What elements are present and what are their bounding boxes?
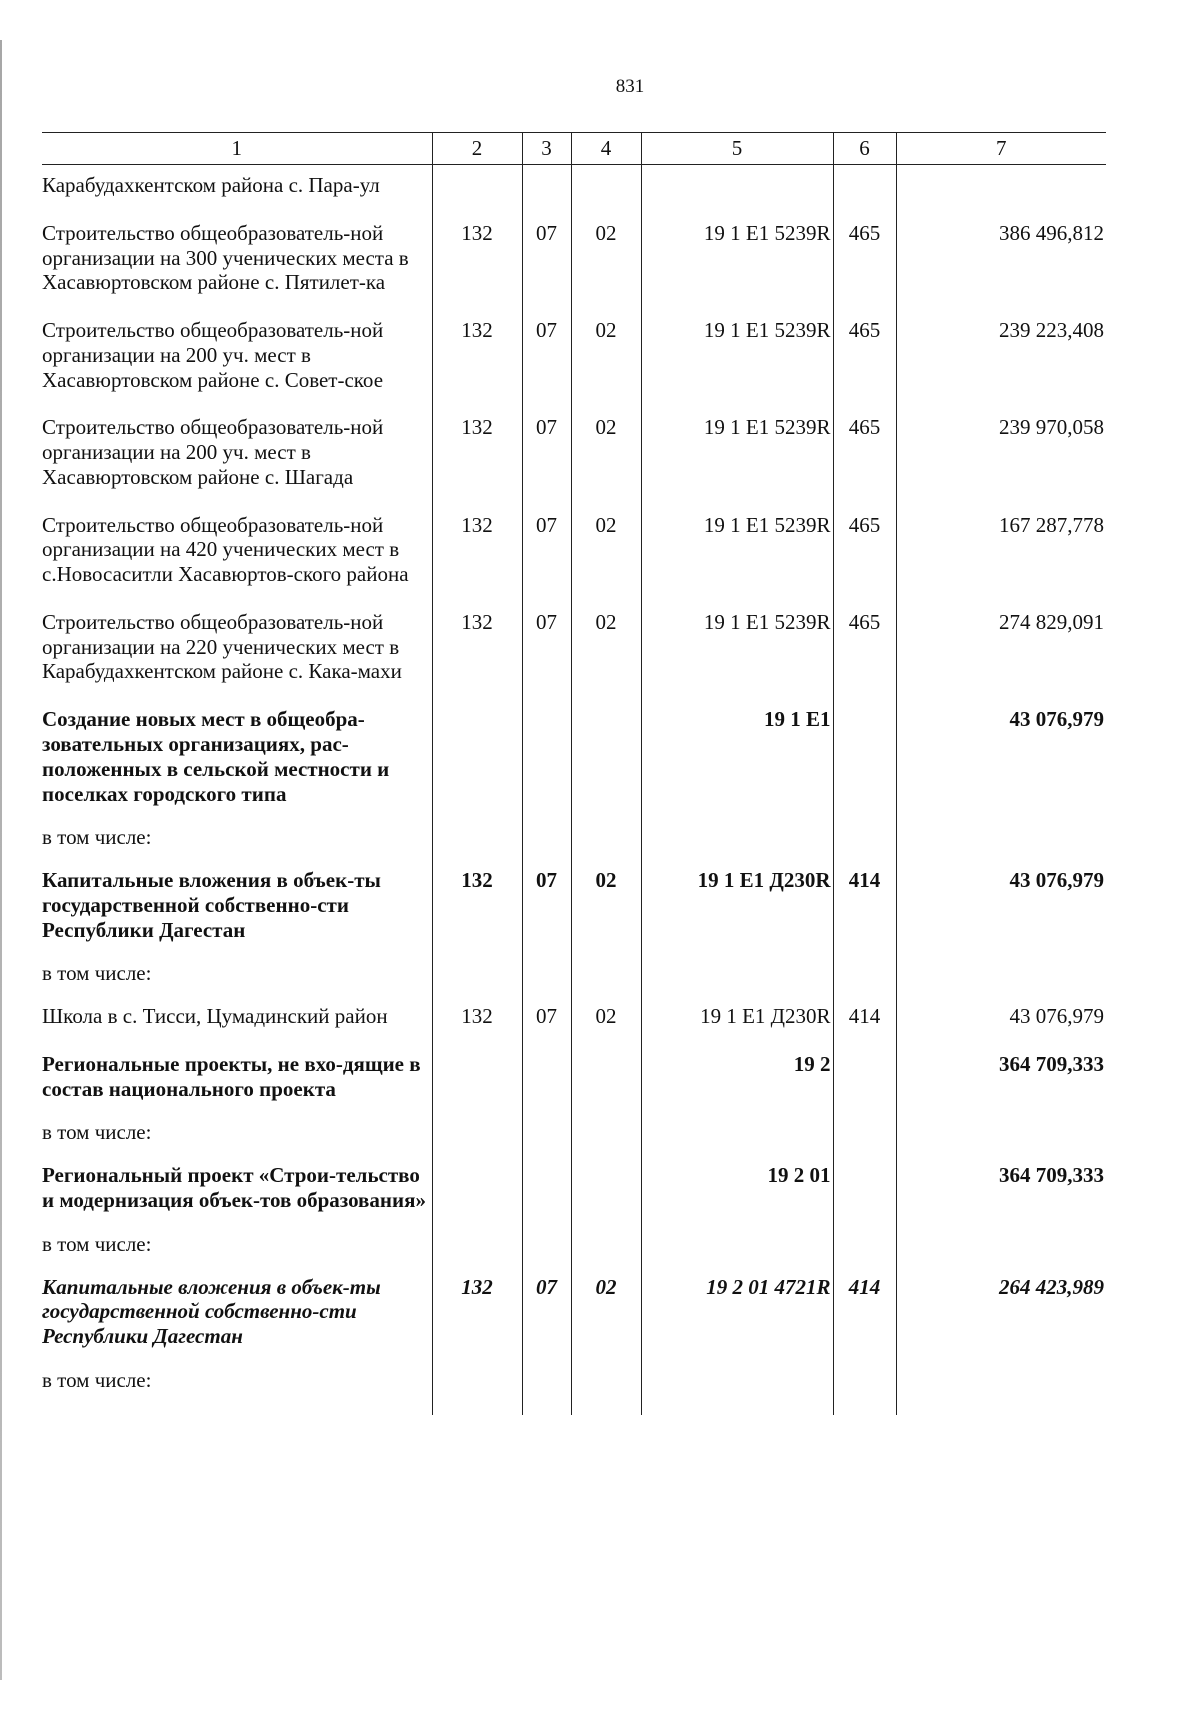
item-name: Карабудахкентском района с. Пара-ул xyxy=(42,173,380,197)
ministry-code xyxy=(432,1228,522,1267)
item-name: Создание новых мест в общеобра-зовательных организациях, рас-положенных в сельской местности и поселках городского типа xyxy=(42,707,390,806)
target-article-code xyxy=(641,821,833,860)
subsection-code: 02 xyxy=(571,213,641,310)
section-code: 07 xyxy=(522,602,571,699)
subsection-code xyxy=(571,699,641,821)
subsection-code: 02 xyxy=(571,860,641,957)
section-code: 07 xyxy=(522,860,571,957)
section-code xyxy=(522,1044,571,1117)
column-header-4: 4 xyxy=(571,133,641,165)
table-row xyxy=(42,213,1106,310)
expense-type-code xyxy=(833,165,896,213)
section-code: 07 xyxy=(522,1267,571,1364)
ministry-code xyxy=(432,1155,522,1228)
ministry-code: 132 xyxy=(432,996,522,1044)
ministry-code xyxy=(432,821,522,860)
amount xyxy=(896,957,1106,996)
table-row xyxy=(42,165,1106,213)
ministry-code xyxy=(432,957,522,996)
subsection-code: 02 xyxy=(571,310,641,407)
section-code: 07 xyxy=(522,407,571,504)
amount: 364 709,333 xyxy=(896,1155,1106,1228)
ministry-code xyxy=(432,1116,522,1155)
item-name: Строительство общеобразователь-ной организации на 200 уч. мест в Хасавюртовском районе с. Шагада xyxy=(42,415,384,489)
amount: 264 423,989 xyxy=(896,1267,1106,1364)
ministry-code: 132 xyxy=(432,1267,522,1364)
target-article-code xyxy=(641,1364,833,1415)
ministry-code: 132 xyxy=(432,602,522,699)
column-header-3: 3 xyxy=(522,133,571,165)
item-name: в том числе: xyxy=(42,1231,152,1256)
item-name: Капитальные вложения в объек-ты государственной собственно-сти Республики Дагестан xyxy=(42,1274,381,1349)
ministry-code: 132 xyxy=(432,505,522,602)
section-code xyxy=(522,699,571,821)
subsection-code xyxy=(571,1364,641,1415)
expense-type-code: 414 xyxy=(833,860,896,957)
amount xyxy=(896,1116,1106,1155)
section-code: 07 xyxy=(522,505,571,602)
subsection-code: 02 xyxy=(571,407,641,504)
ministry-code: 132 xyxy=(432,407,522,504)
target-article-code xyxy=(641,957,833,996)
table-row xyxy=(42,310,1106,407)
table-body xyxy=(42,165,1106,1415)
target-article-code: 19 2 01 4721R xyxy=(641,1267,833,1364)
table-row xyxy=(42,602,1106,699)
table-row xyxy=(42,699,1106,821)
amount: 167 287,778 xyxy=(896,505,1106,602)
target-article-code: 19 1 E1 5239R xyxy=(641,310,833,407)
section-code xyxy=(522,957,571,996)
expense-type-code: 465 xyxy=(833,505,896,602)
ministry-code xyxy=(432,165,522,213)
item-name: Строительство общеобразователь-ной организации на 220 ученических мест в Карабудахкентском районе с. Кака-махи xyxy=(42,609,402,684)
table-row xyxy=(42,821,1106,860)
amount: 43 076,979 xyxy=(896,699,1106,821)
target-article-code: 19 1 E1 xyxy=(641,699,833,821)
item-name: Региональные проекты, не вхо-дящие в состав национального проекта xyxy=(42,1051,421,1101)
target-article-code: 19 2 01 xyxy=(641,1155,833,1228)
expense-type-code xyxy=(833,1155,896,1228)
page-number: 831 xyxy=(615,76,645,97)
expense-type-code xyxy=(833,1364,896,1415)
target-article-code: 19 1 E1 5239R xyxy=(641,213,833,310)
subsection-code xyxy=(571,821,641,860)
item-name: в том числе: xyxy=(42,961,152,986)
item-name: Региональный проект «Строи-тельство и модернизация объек-тов образования» xyxy=(42,1163,426,1212)
scan-edge-shadow xyxy=(0,40,2,1680)
item-name: Строительство общеобразователь-ной организации на 300 ученических места в Хасавюртовском районе с. Пятилет-ка xyxy=(42,220,409,295)
subsection-code xyxy=(571,1228,641,1267)
expense-type-code: 465 xyxy=(833,602,896,699)
header-row xyxy=(42,133,1106,165)
subsection-code: 02 xyxy=(571,602,641,699)
table-row xyxy=(42,1228,1106,1267)
expense-type-code xyxy=(833,1228,896,1267)
expense-type-code xyxy=(833,1044,896,1117)
target-article-code xyxy=(641,1228,833,1267)
section-code: 07 xyxy=(522,213,571,310)
section-code xyxy=(522,1155,571,1228)
section-code: 07 xyxy=(522,996,571,1044)
ministry-code: 132 xyxy=(432,213,522,310)
amount: 239 970,058 xyxy=(896,407,1106,504)
section-code xyxy=(522,165,571,213)
amount: 274 829,091 xyxy=(896,602,1106,699)
subsection-code xyxy=(571,165,641,213)
table-row xyxy=(42,407,1106,504)
budget-table xyxy=(42,132,1106,1415)
expense-type-code xyxy=(833,957,896,996)
expense-type-code xyxy=(833,821,896,860)
table-row xyxy=(42,1267,1106,1364)
amount xyxy=(896,821,1106,860)
subsection-code xyxy=(571,1116,641,1155)
table-row xyxy=(42,1364,1106,1415)
target-article-code: 19 2 xyxy=(641,1044,833,1117)
subsection-code xyxy=(571,1044,641,1117)
table-row xyxy=(42,1155,1106,1228)
ministry-code: 132 xyxy=(432,860,522,957)
column-header-1: 1 xyxy=(42,133,432,165)
amount: 364 709,333 xyxy=(896,1044,1106,1117)
amount: 43 076,979 xyxy=(896,860,1106,957)
expense-type-code: 465 xyxy=(833,310,896,407)
table-header xyxy=(42,133,1106,165)
item-name: Строительство общеобразователь-ной организации на 420 ученических мест в с.Новосаситли Хасавюртов-ского района xyxy=(42,512,409,587)
target-article-code: 19 1 E1 5239R xyxy=(641,407,833,504)
table-row xyxy=(42,1116,1106,1155)
subsection-code: 02 xyxy=(571,505,641,602)
item-name: в том числе: xyxy=(42,825,152,850)
ministry-code: 132 xyxy=(432,310,522,407)
section-code: 07 xyxy=(522,310,571,407)
amount: 386 496,812 xyxy=(896,213,1106,310)
ministry-code xyxy=(432,1364,522,1415)
ministry-code xyxy=(432,1044,522,1117)
item-name: Строительство общеобразователь-ной организации на 200 уч. мест в Хасавюртовском районе с. Совет-ское xyxy=(42,318,384,392)
expense-type-code xyxy=(833,699,896,821)
item-name: в том числе: xyxy=(42,1367,152,1392)
amount xyxy=(896,165,1106,213)
section-code xyxy=(522,1228,571,1267)
amount xyxy=(896,1228,1106,1267)
item-name: Капитальные вложения в объек-ты государственной собственно-сти Республики Дагестан xyxy=(42,868,381,942)
expense-type-code xyxy=(833,1116,896,1155)
section-code xyxy=(522,1364,571,1415)
ministry-code xyxy=(432,699,522,821)
table-row xyxy=(42,860,1106,957)
subsection-code: 02 xyxy=(571,996,641,1044)
table-row xyxy=(42,996,1106,1044)
amount: 43 076,979 xyxy=(896,996,1106,1044)
item-name: Школа в с. Тисси, Цумадинский район xyxy=(42,1004,388,1029)
table-row xyxy=(42,1044,1106,1117)
subsection-code xyxy=(571,1155,641,1228)
section-code xyxy=(522,821,571,860)
column-header-7: 7 xyxy=(896,133,1106,165)
column-header-2: 2 xyxy=(432,133,522,165)
target-article-code: 19 1 E1 5239R xyxy=(641,505,833,602)
table-row xyxy=(42,505,1106,602)
target-article-code xyxy=(641,165,833,213)
column-header-5: 5 xyxy=(641,133,833,165)
expense-type-code: 465 xyxy=(833,213,896,310)
expense-type-code: 465 xyxy=(833,407,896,504)
target-article-code xyxy=(641,1116,833,1155)
item-name: в том числе: xyxy=(42,1120,152,1145)
amount xyxy=(896,1364,1106,1415)
section-code xyxy=(522,1116,571,1155)
target-article-code: 19 1 E1 5239R xyxy=(641,602,833,699)
subsection-code xyxy=(571,957,641,996)
target-article-code: 19 1 E1 Д230R xyxy=(641,860,833,957)
column-header-6: 6 xyxy=(833,133,896,165)
amount: 239 223,408 xyxy=(896,310,1106,407)
table-row xyxy=(42,957,1106,996)
subsection-code: 02 xyxy=(571,1267,641,1364)
expense-type-code: 414 xyxy=(833,996,896,1044)
target-article-code: 19 1 E1 Д230R xyxy=(641,996,833,1044)
expense-type-code: 414 xyxy=(833,1267,896,1364)
